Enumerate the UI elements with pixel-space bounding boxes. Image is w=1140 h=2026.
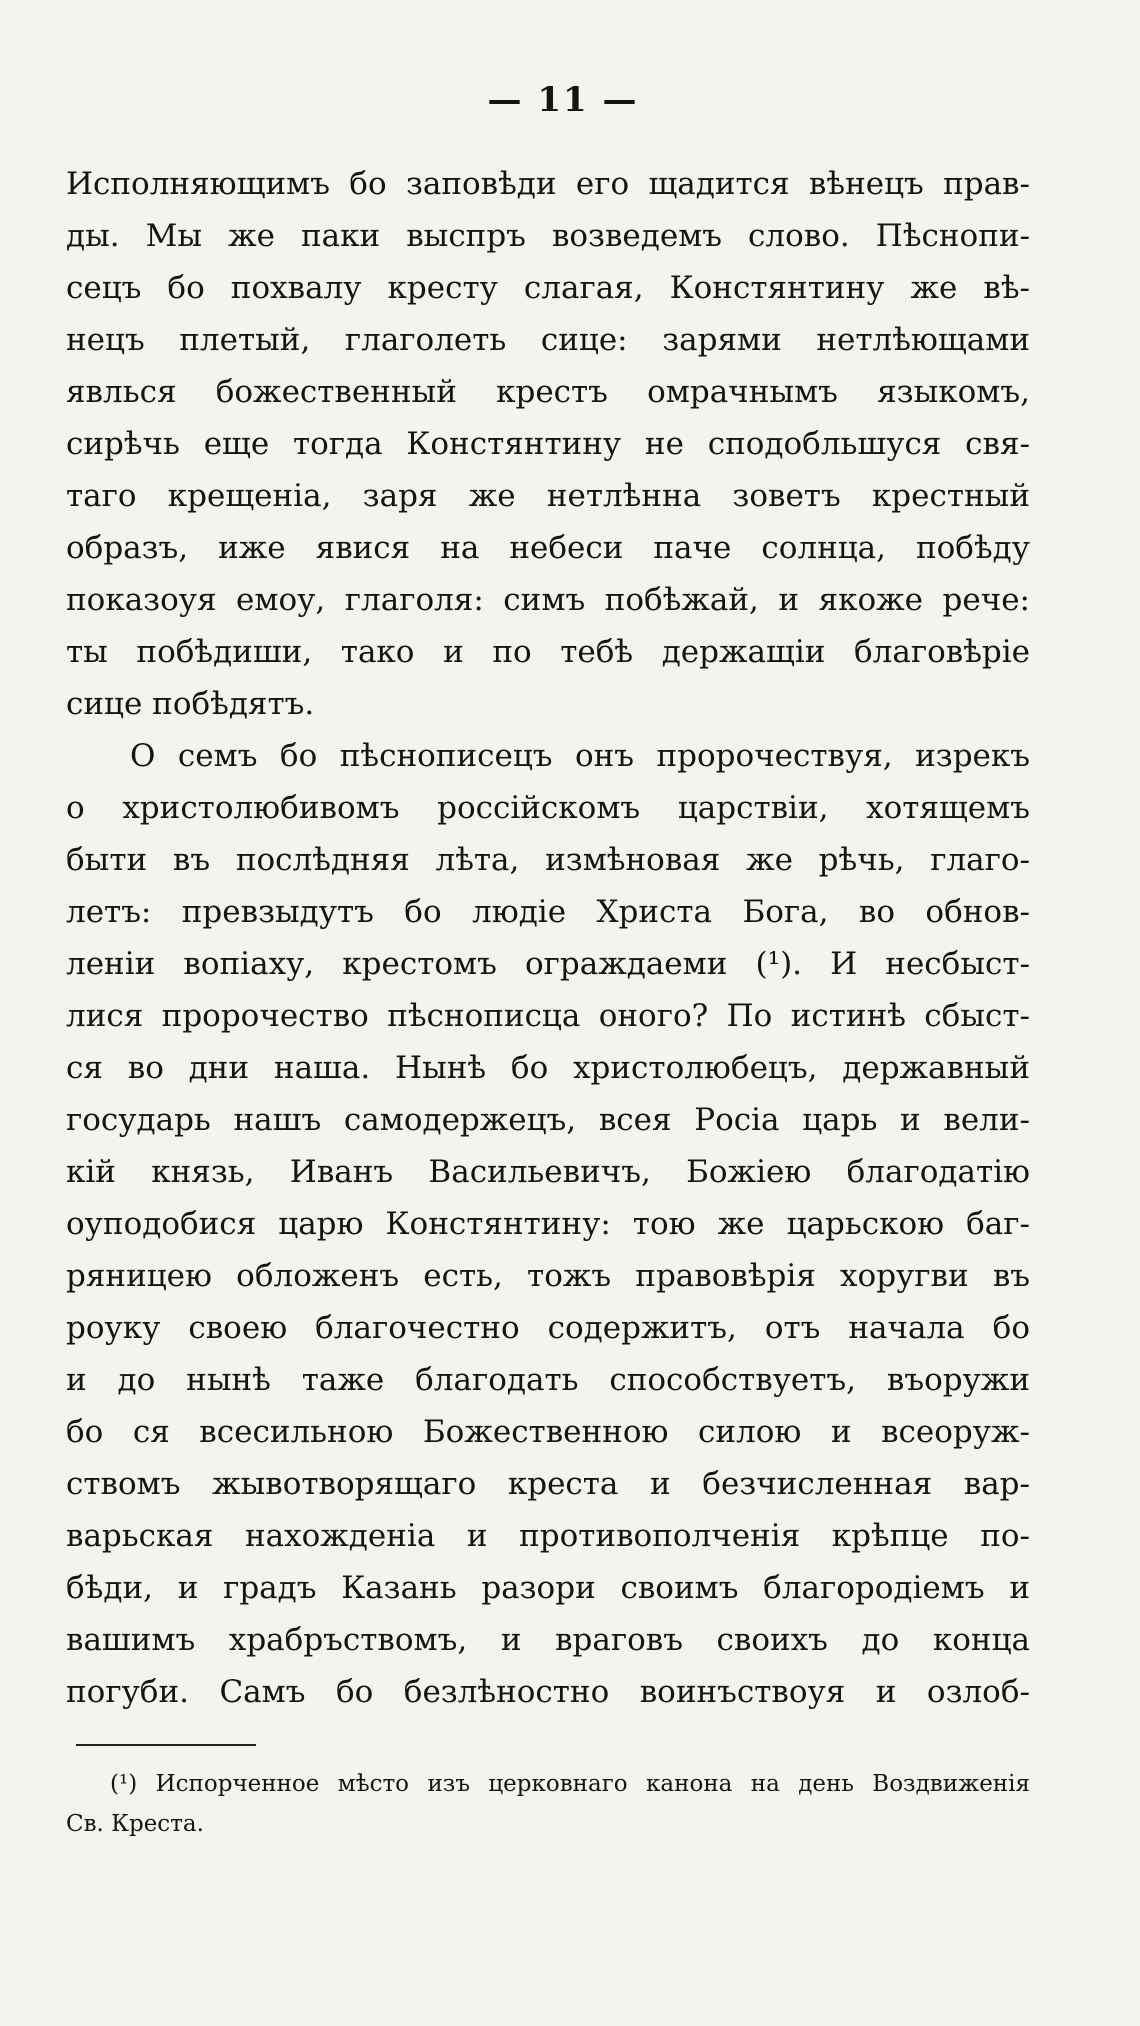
text-line: погуби. Самъ бо безлѣностно воинъствоуя и озлоб- <box>66 1674 1030 1710</box>
text-line: показоуя емоу, глаголя: симъ побѣжай, и якоже рече: <box>66 582 1030 618</box>
text-line: и до нынѣ таже благодать способствуетъ, въоружи <box>66 1362 1030 1398</box>
text-line: бо ся всесильною Божественною силою и всеоруж- <box>66 1414 1030 1450</box>
text-line: образъ, иже явися на небеси паче солнца, побѣду <box>66 530 1030 566</box>
paragraph-2 <box>66 730 1030 1718</box>
footnote-text: Испорченное мѣсто изъ церковнаго канона на день Воздвиженія <box>155 1771 1030 1797</box>
text-line: ряницею обложенъ есть, тожъ правовѣрія хоругви въ <box>66 1258 1030 1294</box>
text-line: роуку своею благочестно содержитъ, отъ начала бо <box>66 1310 1030 1346</box>
text-line: варьская нахожденіа и противополченія крѣпце по- <box>66 1518 1030 1554</box>
text-line: сице побѣдятъ. <box>66 686 315 722</box>
text-line: сецъ бо похвалу кресту слагая, Констянтину же вѣ- <box>66 270 1030 306</box>
footnote-line: Св. Креста. <box>66 1811 204 1837</box>
text-line: Исполняющимъ бо заповѣди его щадится вѣнецъ прав- <box>66 166 1030 202</box>
footnote-divider <box>76 1744 256 1746</box>
text-line: О семъ бо пѣснописецъ онъ пророчествуя, изрекъ <box>130 738 1030 774</box>
text-line: ствомъ жывотворящаго креста и безчисленная вар- <box>66 1466 1030 1502</box>
text-line: бѣди, и градъ Казань разори своимъ благородіемъ и <box>66 1570 1030 1606</box>
main-text <box>66 158 1030 1718</box>
text-line: лися пророчество пѣснописца оного? По истинѣ сбыст- <box>66 998 1030 1034</box>
text-line: кій князь, Иванъ Васильевичъ, Божіею благодатію <box>66 1154 1030 1190</box>
text-line: государь нашъ самодержецъ, всея Росіа царь и вели- <box>66 1102 1030 1138</box>
footnote-line <box>66 1764 1030 1804</box>
footnote <box>66 1764 1030 1844</box>
text-line: оуподобися царю Констянтину: тою же царьскою баг- <box>66 1206 1030 1242</box>
text-line: таго крещеніа, заря же нетлѣнна зоветъ крестный <box>66 478 1030 514</box>
text-line: ды. Мы же паки выспръ возведемъ слово. Пѣснопи- <box>66 218 1030 254</box>
text-line: о христолюбивомъ россійскомъ царствіи, хотящемъ <box>66 790 1030 826</box>
text-line: быти въ послѣдняя лѣта, измѣновая же рѣчь, глаго- <box>66 842 1030 878</box>
page-number: — 11 — <box>487 80 639 120</box>
footnote-marker: (¹) <box>110 1771 138 1797</box>
text-line: сирѣчь еще тогда Констянтину не сподобльшуся свя- <box>66 426 1030 462</box>
text-line: ты побѣдиши, тако и по тебѣ держащіи благовѣріе <box>66 634 1030 670</box>
text-line: ся во дни наша. Нынѣ бо христолюбецъ, державный <box>66 1050 1030 1086</box>
text-line: летъ: превзыдутъ бо людіе Христа Бога, во обнов- <box>66 894 1030 930</box>
text-line: явлься божественный крестъ омрачнымъ языкомъ, <box>66 374 1030 410</box>
text-line: вашимъ храбръствомъ, и враговъ своихъ до конца <box>66 1622 1030 1658</box>
text-line: леніи вопіаху, крестомъ ограждаеми (¹). И несбыст- <box>66 946 1030 982</box>
paragraph-1 <box>66 158 1030 730</box>
text-line: нецъ плетый, глаголеть сице: зарями нетлѣющами <box>66 322 1030 358</box>
